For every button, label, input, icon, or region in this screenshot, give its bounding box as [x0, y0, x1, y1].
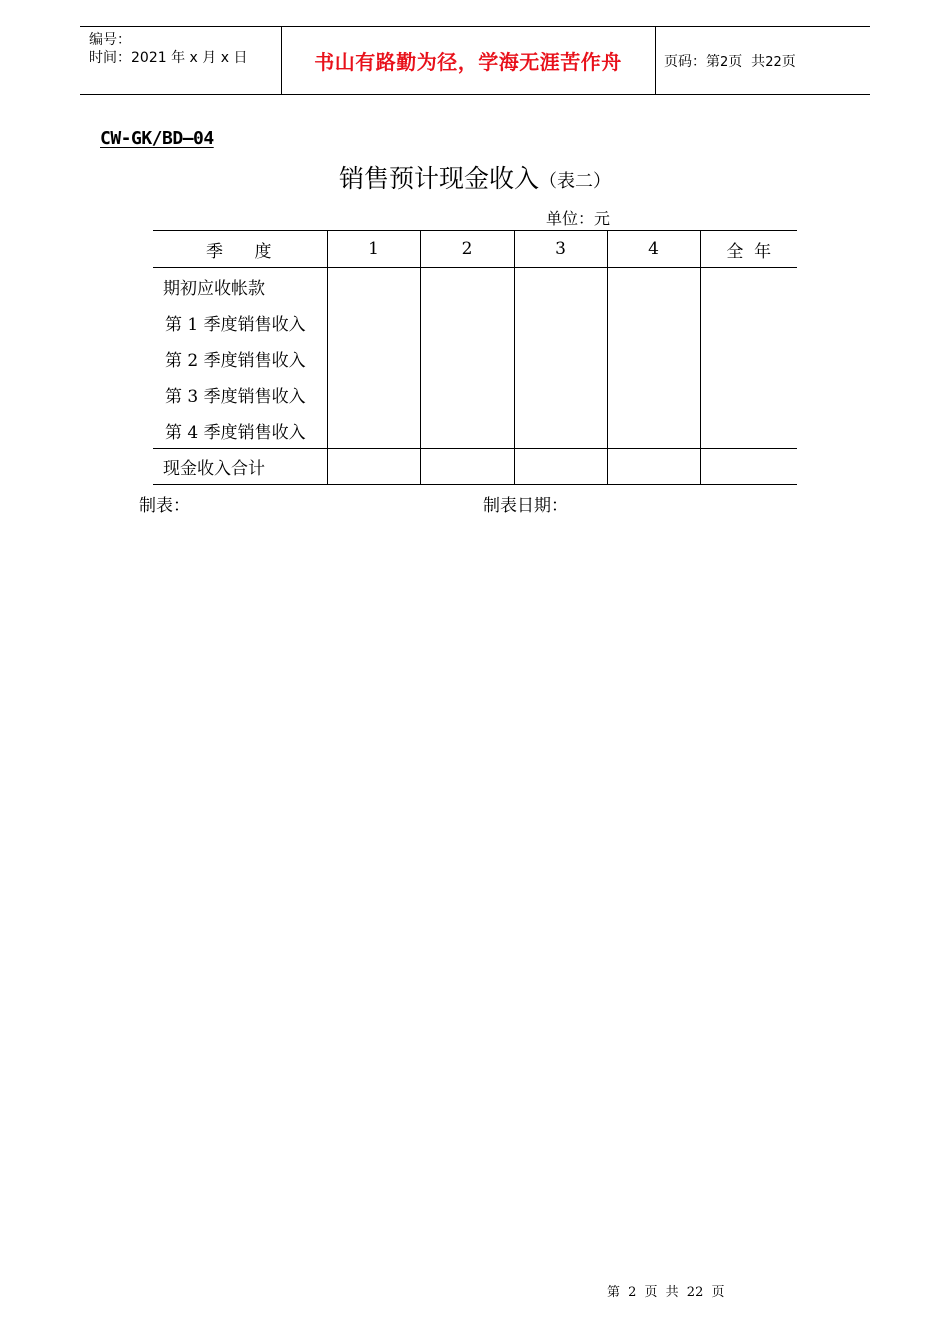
table-cell [420, 268, 514, 305]
page-footer: 第 2 页 共 22 页 [607, 1285, 725, 1300]
table-cell [607, 449, 700, 485]
table-total-row [153, 449, 797, 485]
page-header [80, 26, 870, 95]
date-label: 制表日期： [483, 496, 568, 516]
table-cell [700, 304, 797, 340]
number-label: 编号： [89, 32, 131, 48]
header-cell-q3: 3 [514, 231, 607, 268]
header-meta [89, 31, 247, 67]
table-cell [420, 304, 514, 340]
document-title [0, 162, 950, 199]
page-suffix: 页 [781, 54, 796, 70]
table-row [153, 268, 797, 305]
table-cell [607, 376, 700, 412]
table-cell [327, 449, 420, 485]
table-header-row [153, 231, 797, 268]
header-cell-quarter: 季 度 [153, 231, 327, 268]
title-main: 销售预计现金收入 [338, 164, 539, 193]
row-label: 期初应收帐款 [153, 268, 327, 305]
table-cell [514, 449, 607, 485]
header-cell-q1: 1 [327, 231, 420, 268]
table-cell [514, 412, 607, 449]
unit-label: 单位：元 [546, 209, 611, 228]
table-row [153, 412, 797, 449]
row-label: 第 2 季度销售收入 [153, 340, 327, 376]
table-cell [327, 304, 420, 340]
table-cell [327, 268, 420, 305]
table-cell [327, 376, 420, 412]
table-cell [700, 340, 797, 376]
page-current: 2 [720, 55, 729, 70]
row-label: 第 4 季度销售收入 [153, 412, 327, 449]
document-code: CW-GK/BD—04 [100, 128, 214, 149]
table-cell [607, 268, 700, 305]
header-cell-full-year: 全 年 [700, 231, 797, 268]
header-motto: 书山有路勤为径，学海无涯苦作舟 [314, 50, 622, 74]
table-cell [514, 304, 607, 340]
table-row [153, 340, 797, 376]
table-cell [327, 412, 420, 449]
header-page-number [664, 27, 796, 94]
table-row [153, 376, 797, 412]
table-cell [607, 340, 700, 376]
maker-label: 制表： [139, 496, 190, 516]
table-row [153, 304, 797, 340]
table-cell [420, 376, 514, 412]
page-prefix: 页码：第 [664, 54, 720, 70]
page-mid: 页 共 [728, 54, 766, 70]
cash-income-table [153, 230, 797, 485]
title-sub: （表二） [539, 171, 611, 192]
table-cell [700, 412, 797, 449]
table-cell [514, 376, 607, 412]
table-cell [607, 304, 700, 340]
header-cell-q2: 2 [420, 231, 514, 268]
table-cell [420, 449, 514, 485]
table-cell [700, 449, 797, 485]
table-cell [700, 268, 797, 305]
table-cell [420, 340, 514, 376]
table-cell [607, 412, 700, 449]
page-total: 22 [765, 55, 782, 70]
row-label: 第 3 季度销售收入 [153, 376, 327, 412]
table-cell [327, 340, 420, 376]
header-divider [655, 27, 656, 94]
table-cell [420, 412, 514, 449]
table-cell [514, 268, 607, 305]
row-label: 第 1 季度销售收入 [153, 304, 327, 340]
table-cell [700, 376, 797, 412]
total-label: 现金收入合计 [153, 449, 327, 485]
time-label: 时间：2021 年 x 月 x 日 [89, 50, 248, 66]
table-cell [514, 340, 607, 376]
header-cell-q4: 4 [607, 231, 700, 268]
